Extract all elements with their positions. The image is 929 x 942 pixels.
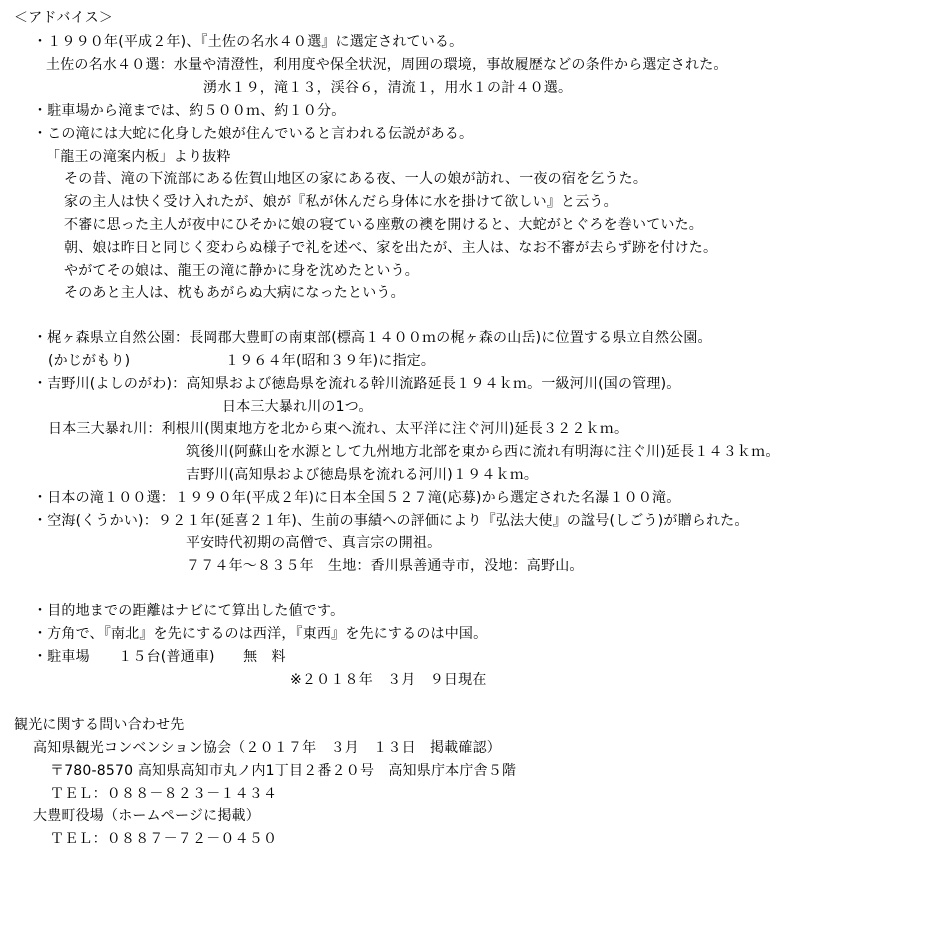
legend-text-line: 朝、娘は昨日と同じく変わらぬ様子で礼を述べ、家を出たが、主人は、なお不審が去らず跡を付けた。 (64, 240, 718, 256)
legend-source-label: 「龍王の滝案内板」より抜粋 (46, 149, 231, 165)
kajigamori-reading: (かじがもり) (48, 353, 131, 369)
three-rivers-yoshino: 吉野川(高知県および徳島県を流れる河川)１９４ｋｍ。 (186, 467, 539, 483)
legend-text-line: 不審に思った主人が夜中にひそかに娘の寝ている座敷の襖を開けると、大蛇がとぐろを巻いていた。 (64, 217, 703, 233)
three-rivers-tone: 日本三大暴れ川：利根川(関東地方を北から東へ流れ、太平洋に注ぐ河川)延長３２２ｋｍ。 (48, 421, 629, 437)
kajigamori-park-note: ・梶ヶ森県立自然公園：長岡郡大豊町の南東部(標高１４００ｍの梶ヶ森の山岳)に位置する県立自然公園。 (33, 330, 712, 346)
top100-waterfalls-note: ・日本の滝１００選：１９９０年(平成２年)に日本全国５２７滝(応募)から選定された名瀑１００滝。 (33, 490, 681, 506)
section-heading-advice: ＜アドバイス＞ (14, 10, 113, 26)
as-of-date: ※２０１８年 ３月 ９日現在 (290, 672, 487, 688)
meisui-criteria-line: 土佐の名水４０選：水量や清澄性，利用度や保全状況，周囲の環境，事故履歴などの条件から選定された。 (46, 57, 728, 73)
kajigamori-designation: １９６４年(昭和３９年)に指定。 (225, 353, 436, 369)
inquiry-heading: 観光に関する問い合わせ先 (14, 717, 185, 733)
legend-text-line: そのあと主人は、枕もあがらぬ大病になったという。 (64, 285, 405, 301)
kochi-tourism-address: 〒780-8570 高知県高知市丸ノ内1丁目２番２０号 高知県庁本庁舎５階 (50, 763, 517, 779)
kochi-tourism-association: 高知県観光コンベンション協会（２０１７年 ３月 １３日 掲載確認） (33, 740, 501, 756)
otoyo-town-tel: ＴＥＬ：０８８７－７２－０４５０ (50, 831, 278, 847)
parking-distance-note: ・駐車場から滝までは、約５００ｍ、約１０分。 (33, 103, 346, 119)
meisui-selection-note: ・１９９０年(平成２年)、『土佐の名水４０選』に選定されている。 (33, 34, 464, 50)
legend-text-line: その昔、滝の下流部にある佐賀山地区の家にある夜、一人の娘が訪れ、一夜の宿を乞うた。 (64, 171, 648, 187)
kochi-tourism-tel: ＴＥＬ：０８８－８２３－１４３４ (50, 786, 278, 802)
meisui-breakdown-line: 湧水１９，滝１３，渓谷６，清流１，用水１の計４０選。 (203, 80, 573, 96)
parking-info-note: ・駐車場 １５台(普通車) 無 料 (33, 649, 286, 665)
legend-intro-note: ・この滝には大蛇に化身した娘が住んでいると言われる伝説がある。 (33, 126, 474, 142)
otoyo-town-office: 大豊町役場（ホームページに掲載） (33, 808, 260, 824)
yoshino-river-note: ・吉野川(よしのがわ)：高知県および徳島県を流れる幹川流路延長１９４ｋｍ。一級河川(国の管理)。 (33, 376, 681, 392)
kukai-sub-1: 平安時代初期の高僧で、真言宗の開祖。 (186, 535, 442, 551)
direction-order-note: ・方角で、『南北』を先にするのは西洋，『東西』を先にするのは中国。 (33, 626, 488, 642)
legend-text-line: やがてその娘は、龍王の滝に静かに身を沈めたという。 (64, 263, 419, 279)
three-rivers-chikugo: 筑後川(阿蘇山を水源として九州地方北部を東から西に流れ有明海に注ぐ川)延長１４３ｋｍ。 (186, 444, 780, 460)
kukai-note: ・空海(くうかい)：９２１年(延喜２１年)、生前の事績への評価により『弘法大使』の諡号(しごう)が贈られた。 (33, 513, 749, 529)
kukai-sub-2: ７７４年～８３５年 生地：香川県善通寺市，没地：高野山。 (186, 558, 584, 574)
yoshino-river-sub: 日本三大暴れ川の1つ。 (222, 399, 373, 415)
navi-distance-note: ・目的地までの距離はナビにて算出した値です。 (33, 603, 345, 619)
legend-text-line: 家の主人は快く受け入れたが、娘が『私が休んだら身体に水を掛けて欲しい』と云う。 (64, 194, 618, 210)
